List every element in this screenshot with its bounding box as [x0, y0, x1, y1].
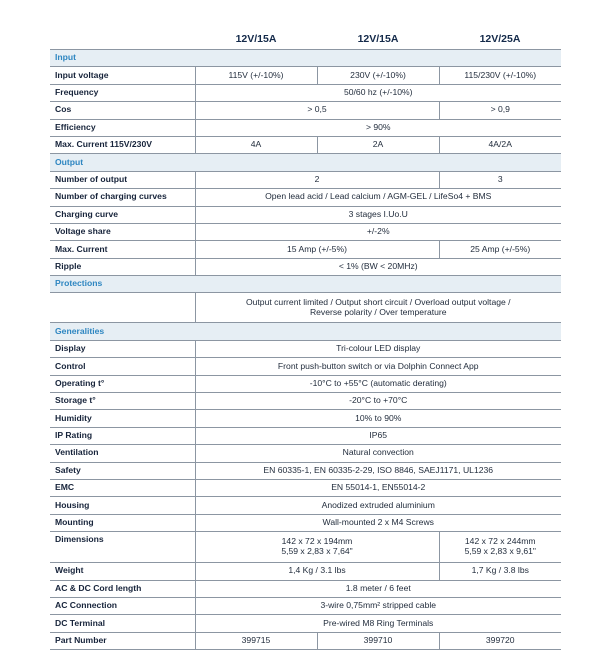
- row-humidity: [50, 410, 561, 427]
- row-weight: [50, 563, 561, 580]
- cell-value: < 1% (BW < 20MHz): [195, 258, 561, 275]
- row-efficiency: [50, 119, 561, 136]
- row-housing: [50, 497, 561, 514]
- cell-value: 1,4 Kg / 3.1 lbs: [195, 563, 439, 580]
- row-label: DC Terminal: [50, 615, 195, 632]
- header-model-2: 12V/15A: [317, 28, 439, 50]
- row-operating-temp: [50, 375, 561, 392]
- row-number-of-output: [50, 171, 561, 188]
- cell-value: Wall-mounted 2 x M4 Screws: [195, 514, 561, 531]
- row-label: Storage t°: [50, 393, 195, 410]
- row-cord-length: [50, 580, 561, 597]
- cell-value: 115/230V (+/-10%): [439, 67, 561, 84]
- row-display: [50, 340, 561, 357]
- row-voltage-share: [50, 223, 561, 240]
- row-label: EMC: [50, 479, 195, 496]
- cell-value: 3: [439, 171, 561, 188]
- cell-value: Open lead acid / Lead calcium / AGM-GEL / LifeSo4 + BMS: [195, 189, 561, 206]
- cell-value: 3 stages I.Uo.U: [195, 206, 561, 223]
- row-label: Voltage share: [50, 223, 195, 240]
- row-label: Frequency: [50, 84, 195, 101]
- cell-value: 3-wire 0,75mm² stripped cable: [195, 597, 561, 614]
- row-ripple: [50, 258, 561, 275]
- row-label: Safety: [50, 462, 195, 479]
- row-label: Input voltage: [50, 67, 195, 84]
- row-label: Ripple: [50, 258, 195, 275]
- row-label: Part Number: [50, 632, 195, 649]
- row-label: Number of charging curves: [50, 189, 195, 206]
- dimensions-mm: 142 x 72 x 244mm: [464, 536, 536, 547]
- cell-value: Natural convection: [195, 445, 561, 462]
- row-charging-curves: [50, 189, 561, 206]
- row-label: Display: [50, 340, 195, 357]
- cell-value: -20°C to +70°C: [195, 393, 561, 410]
- cell-value: > 0,5: [195, 102, 439, 119]
- section-input: [50, 50, 561, 67]
- row-safety: [50, 462, 561, 479]
- cell-value: > 90%: [195, 119, 561, 136]
- protections-line-1: Output current limited / Output short circuit / Overload output voltage /: [245, 297, 511, 308]
- header-blank: [50, 28, 195, 50]
- cell-value: 230V (+/-10%): [317, 67, 439, 84]
- cell-value: 399715: [195, 632, 317, 649]
- row-label: Housing: [50, 497, 195, 514]
- cell-value: IP65: [195, 427, 561, 444]
- cell-value: -10°C to +55°C (automatic derating): [195, 375, 561, 392]
- dimensions-mm: 142 x 72 x 194mm: [281, 536, 353, 547]
- row-output-max-current: [50, 241, 561, 258]
- dimensions-in: 5,59 x 2,83 x 9,61": [464, 546, 536, 557]
- cell-value: [195, 532, 439, 563]
- cell-value: Pre-wired M8 Ring Terminals: [195, 615, 561, 632]
- spec-sheet: [50, 28, 561, 650]
- section-title: Generalities: [50, 323, 561, 340]
- cell-value: +/-2%: [195, 223, 561, 240]
- cell-value: [439, 532, 561, 563]
- spec-table: [50, 28, 561, 650]
- row-ac-connection: [50, 597, 561, 614]
- row-label: Weight: [50, 563, 195, 580]
- cell-value: Front push-button switch or via Dolphin Connect App: [195, 358, 561, 375]
- cell-value: EN 60335-1, EN 60335-2-29, ISO 8846, SAEJ1171, UL1236: [195, 462, 561, 479]
- row-storage-temp: [50, 393, 561, 410]
- cell-value: EN 55014-1, EN55014-2: [195, 479, 561, 496]
- section-generalities: [50, 323, 561, 340]
- row-cos: [50, 102, 561, 119]
- cell-value: Anodized extruded aluminium: [195, 497, 561, 514]
- row-dimensions: [50, 532, 561, 563]
- row-label: Max. Current: [50, 241, 195, 258]
- header-row: [50, 28, 561, 50]
- section-title: Protections: [50, 276, 561, 293]
- cell-value: 50/60 hz (+/-10%): [195, 84, 561, 101]
- section-title: Output: [50, 154, 561, 171]
- section-protections: [50, 276, 561, 293]
- cell-value: Tri-colour LED display: [195, 340, 561, 357]
- cell-value: 2A: [317, 136, 439, 153]
- row-label: Humidity: [50, 410, 195, 427]
- row-protections: [50, 293, 561, 323]
- row-emc: [50, 479, 561, 496]
- protections-line-2: Reverse polarity / Over temperature: [309, 306, 447, 317]
- row-control: [50, 358, 561, 375]
- row-ip-rating: [50, 427, 561, 444]
- row-label: Control: [50, 358, 195, 375]
- section-title: Input: [50, 50, 561, 67]
- row-input-voltage: [50, 67, 561, 84]
- row-label: AC Connection: [50, 597, 195, 614]
- row-input-max-current: [50, 136, 561, 153]
- row-ventilation: [50, 445, 561, 462]
- row-label: Cos: [50, 102, 195, 119]
- cell-value: 399720: [439, 632, 561, 649]
- cell-value: 25 Amp (+/-5%): [439, 241, 561, 258]
- cell-value: 15 Amp (+/-5%): [195, 241, 439, 258]
- cell-value: 10% to 90%: [195, 410, 561, 427]
- row-label: Mounting: [50, 514, 195, 531]
- cell-value: 115V (+/-10%): [195, 67, 317, 84]
- row-label: Operating t°: [50, 375, 195, 392]
- cell-value: 1.8 meter / 6 feet: [195, 580, 561, 597]
- row-label: Charging curve: [50, 206, 195, 223]
- row-label: AC & DC Cord length: [50, 580, 195, 597]
- row-mounting: [50, 514, 561, 531]
- cell-value: 2: [195, 171, 439, 188]
- cell-value: 1,7 Kg / 3.8 lbs: [439, 563, 561, 580]
- row-frequency: [50, 84, 561, 101]
- cell-value: 4A/2A: [439, 136, 561, 153]
- row-label: Efficiency: [50, 119, 195, 136]
- row-dc-terminal: [50, 615, 561, 632]
- dimensions-in: 5,59 x 2,83 x 7,64": [281, 546, 353, 557]
- row-part-number: [50, 632, 561, 649]
- cell-value: 4A: [195, 136, 317, 153]
- row-label-blank: [50, 293, 195, 323]
- row-label: IP Rating: [50, 427, 195, 444]
- row-label: Dimensions: [50, 532, 195, 563]
- row-label: Number of output: [50, 171, 195, 188]
- row-label: Ventilation: [50, 445, 195, 462]
- header-model-1: 12V/15A: [195, 28, 317, 50]
- row-charging-curve: [50, 206, 561, 223]
- cell-value: > 0,9: [439, 102, 561, 119]
- row-label: Max. Current 115V/230V: [50, 136, 195, 153]
- cell-value: [195, 293, 561, 323]
- header-model-3: 12V/25A: [439, 28, 561, 50]
- cell-value: 399710: [317, 632, 439, 649]
- section-output: [50, 154, 561, 171]
